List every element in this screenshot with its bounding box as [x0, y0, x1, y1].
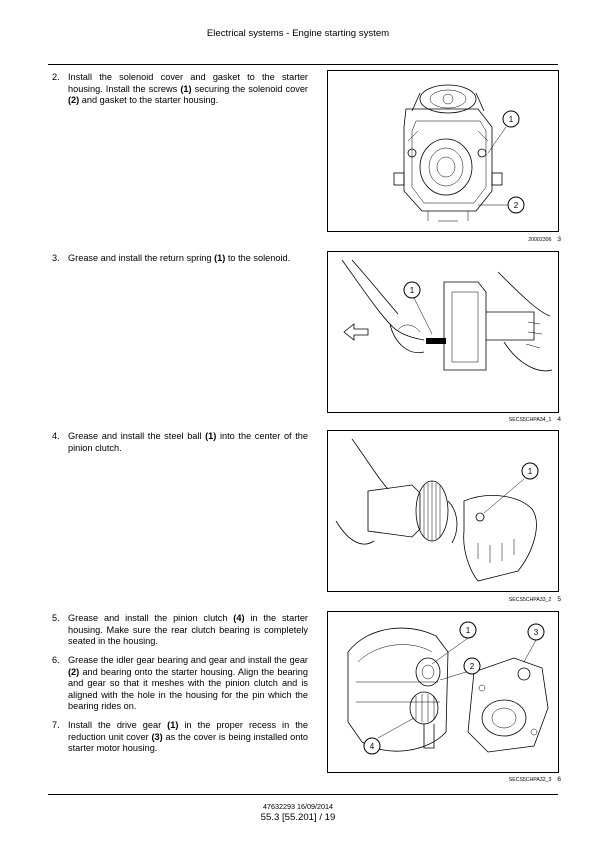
figure-4-caption [327, 416, 561, 423]
step-text: Grease and install the pinion clutch (4) in the starter housing. Make sure the rear clutch bearing is completely seated in the housing. [68, 613, 308, 647]
figure-number: 3 [557, 236, 561, 243]
figure-3-starter-solenoid-cover [327, 70, 559, 232]
figure-6-caption [327, 776, 561, 783]
figure-number: 4 [557, 416, 561, 423]
starter-housing-drawing [394, 85, 502, 221]
step-number: 5. [52, 613, 60, 623]
step-2 [52, 72, 308, 107]
figure-code: 20002306 [528, 237, 552, 243]
page-header-title: Electrical systems - Engine starting system [206, 28, 390, 39]
step-text: Install the solenoid cover and gasket to the starter housing. Install the screws (1) securing the solenoid cover (2) and gasket to the starter housing. [68, 72, 308, 106]
figure-code: SECS5CHPA32_3 [508, 777, 552, 783]
svg-text:3: 3 [533, 628, 539, 637]
svg-text:1: 1 [527, 467, 533, 476]
svg-text:2: 2 [469, 662, 475, 671]
callout-4 [364, 718, 414, 754]
header-rule [48, 64, 558, 65]
callout-1 [432, 622, 476, 664]
step-number: 4. [52, 431, 60, 441]
reduction-unit-illustration [328, 612, 558, 772]
footer-rule [48, 794, 558, 795]
figure-4-return-spring [327, 251, 559, 413]
steel-ball-illustration [328, 431, 558, 591]
step-6 [52, 655, 308, 713]
figure-code: SECS5CHPA34_1 [508, 417, 552, 423]
step-number: 7. [52, 720, 60, 730]
figure-6-reduction-unit-assembly [327, 611, 559, 773]
callout-2 [440, 658, 480, 680]
starter-solenoid-illustration [328, 71, 558, 231]
figure-3-caption [327, 236, 561, 243]
figure-code: SECS5CHPA33_2 [508, 597, 552, 603]
footer-page-number: 55.3 [55.201] / 19 [260, 812, 336, 823]
return-spring-illustration [328, 252, 558, 412]
step-text: Grease and install the steel ball (1) into the center of the pinion clutch. [68, 431, 308, 453]
callout-1 [484, 463, 538, 513]
svg-text:1: 1 [465, 626, 471, 635]
svg-text:1: 1 [409, 286, 415, 295]
pinion-clutch-and-hand-drawing [336, 439, 536, 581]
figure-number: 6 [557, 776, 561, 783]
step-text: Install the drive gear (1) in the proper recess in the reduction unit cover (3) as the cover is being installed onto starter motor housing. [68, 720, 309, 754]
step-text: Grease and install the return spring (1) to the solenoid. [68, 253, 291, 263]
figure-5-caption [327, 596, 561, 603]
footer-document-number: 47632293 16/09/2014 [263, 802, 333, 811]
figure-number: 5 [557, 596, 561, 603]
step-number: 3. [52, 253, 60, 263]
callout-1 [488, 111, 519, 153]
callout-1 [404, 282, 432, 334]
svg-text:4: 4 [369, 742, 375, 751]
step-number: 2. [52, 72, 60, 82]
svg-text:2: 2 [513, 201, 519, 210]
starter-housing-and-cover-drawing [348, 628, 548, 752]
step-5 [52, 613, 308, 648]
step-3 [52, 253, 308, 265]
svg-text:1: 1 [508, 115, 514, 124]
step-number: 6. [52, 655, 60, 665]
step-text: Grease the idler gear bearing and gear and install the gear (2) and bearing onto the starter housing. Align the bearing and gear so that it meshes with the pinion clutch and is aligned with the hole in the housing for the pin which the bearing rides on. [68, 655, 308, 712]
figure-5-steel-ball [327, 430, 559, 592]
step-4 [52, 431, 308, 454]
step-7 [52, 720, 308, 755]
callout-3 [524, 624, 544, 662]
hands-and-solenoid-drawing [342, 260, 552, 371]
